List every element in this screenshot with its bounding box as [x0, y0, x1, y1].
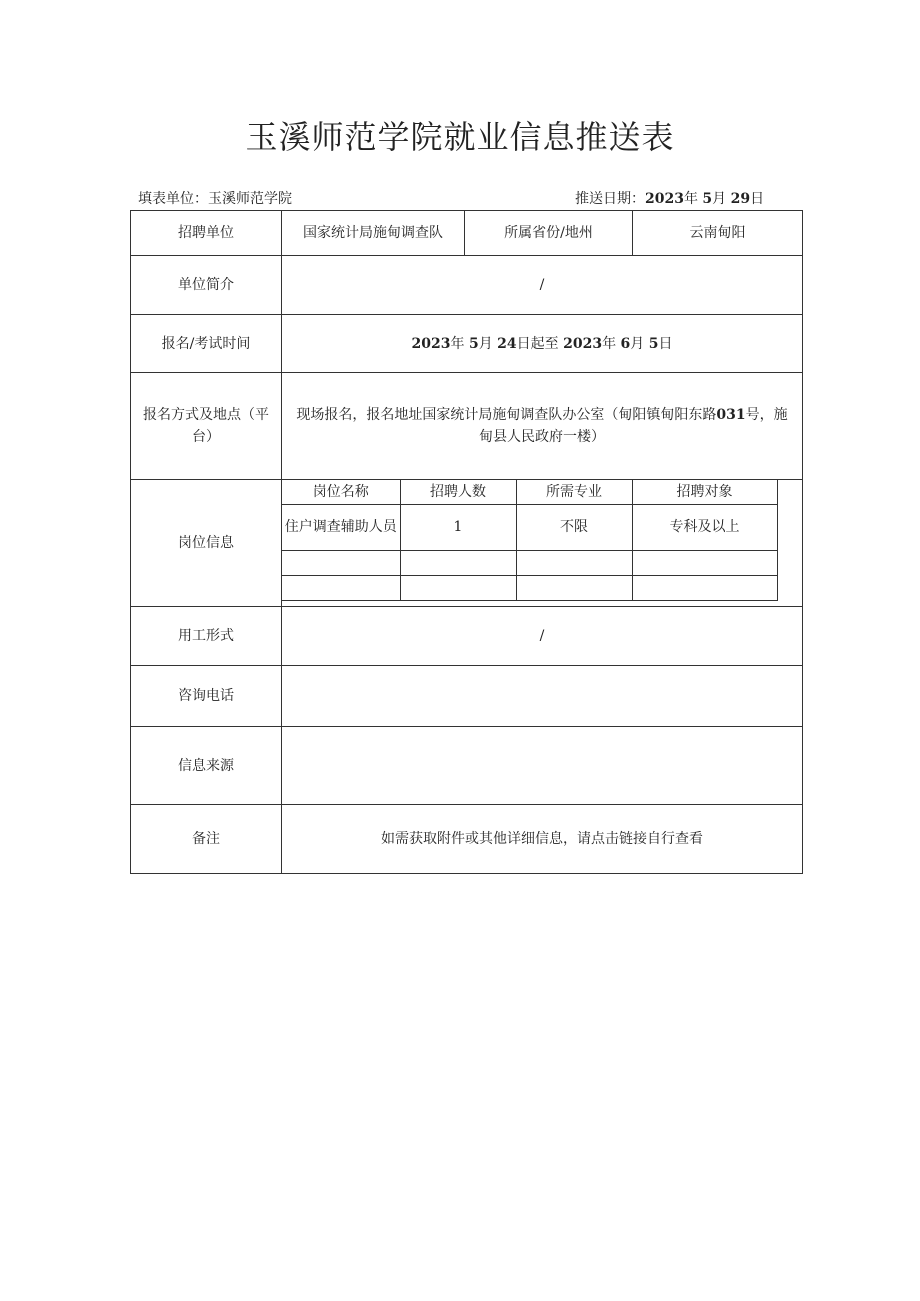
position-major: 不限: [516, 504, 632, 550]
push-date-day: 29: [730, 191, 751, 207]
push-date-day-char: 日: [750, 191, 765, 207]
row-employment-type: [131, 607, 803, 666]
row-employer: [131, 211, 803, 256]
exam-start-month: 5: [468, 335, 479, 352]
apply-method-value: [282, 373, 803, 480]
source-value: [282, 727, 803, 805]
source-label: 信息来源: [131, 727, 282, 805]
table-row-empty: [282, 575, 777, 600]
row-phone: [131, 666, 803, 727]
fill-unit-label: 填表单位：: [138, 191, 208, 207]
empty-cell: [632, 575, 777, 600]
fill-unit: [138, 188, 292, 208]
exam-end-day: 5: [648, 335, 659, 352]
row-positions: [131, 480, 803, 607]
exam-text-5: 月: [630, 335, 645, 352]
empty-cell: [516, 575, 632, 600]
positions-header-row: [282, 480, 777, 504]
position-name: 住户调查辅助人员: [282, 504, 400, 550]
phone-value: [282, 666, 803, 727]
row-source: [131, 727, 803, 805]
intro-value: /: [282, 256, 803, 315]
empty-cell: [632, 550, 777, 575]
positions-label: 岗位信息: [131, 480, 282, 607]
apply-method-number: 031: [716, 407, 746, 423]
province-label: 所属省份/地州: [465, 211, 633, 256]
phone-label: 咨询电话: [131, 666, 282, 727]
apply-method-text-a: 现场报名，报名地址国家统计局施甸调查队办公室（甸阳镇甸阳东路: [296, 407, 717, 423]
push-date-label: 推送日期：: [575, 191, 645, 207]
header-position-name: 岗位名称: [282, 480, 400, 504]
row-remarks: [131, 805, 803, 874]
exam-text-6: 日: [658, 335, 673, 352]
exam-time-label: 报名/考试时间: [131, 315, 282, 373]
page-title: 玉溪师范学院就业信息推送表: [245, 118, 675, 156]
employer-value: 国家统计局施甸调查队: [282, 211, 465, 256]
positions-table: [282, 480, 778, 601]
employer-label: 招聘单位: [131, 211, 282, 256]
row-exam-time: [131, 315, 803, 373]
table-row: [282, 504, 777, 550]
empty-cell: [516, 550, 632, 575]
exam-text-3: 日起至: [516, 335, 559, 352]
row-intro: [131, 256, 803, 315]
empty-cell: [282, 575, 400, 600]
exam-text-2: 月: [478, 335, 493, 352]
exam-start-year: 2023: [411, 335, 451, 352]
push-date-year: 2023: [645, 191, 684, 207]
push-date-month: 5: [702, 191, 713, 207]
push-date-month-char: 月: [712, 191, 727, 207]
apply-method-text-b: 号，施甸县人民政府一楼）: [479, 407, 788, 445]
exam-end-month: 6: [620, 335, 631, 352]
position-target: 专科及以上: [632, 504, 777, 550]
province-value: 云南甸阳: [633, 211, 803, 256]
intro-label: 单位简介: [131, 256, 282, 315]
fill-unit-value: 玉溪师范学院: [208, 191, 292, 207]
positions-cell: [282, 480, 803, 607]
exam-start-day: 24: [497, 335, 517, 352]
exam-end-year: 2023: [563, 335, 603, 352]
empty-cell: [400, 550, 516, 575]
header-headcount: 招聘人数: [400, 480, 516, 504]
exam-time-value: [282, 315, 803, 373]
employment-type-label: 用工形式: [131, 607, 282, 666]
remarks-value: 如需获取附件或其他详细信息，请点击链接自行查看: [282, 805, 803, 874]
info-form-table: [130, 210, 803, 874]
push-date: [575, 188, 764, 208]
table-row-empty: [282, 550, 777, 575]
exam-text-1: 年: [450, 335, 465, 352]
header-major: 所需专业: [516, 480, 632, 504]
empty-cell: [282, 550, 400, 575]
exam-text-4: 年: [602, 335, 617, 352]
empty-cell: [400, 575, 516, 600]
employment-type-value: /: [282, 607, 803, 666]
position-count: 1: [400, 504, 516, 550]
header-target: 招聘对象: [632, 480, 777, 504]
remarks-label: 备注: [131, 805, 282, 874]
push-date-year-char: 年: [683, 191, 698, 207]
row-apply-method: [131, 373, 803, 480]
apply-method-label: 报名方式及地点（平台）: [131, 373, 282, 480]
